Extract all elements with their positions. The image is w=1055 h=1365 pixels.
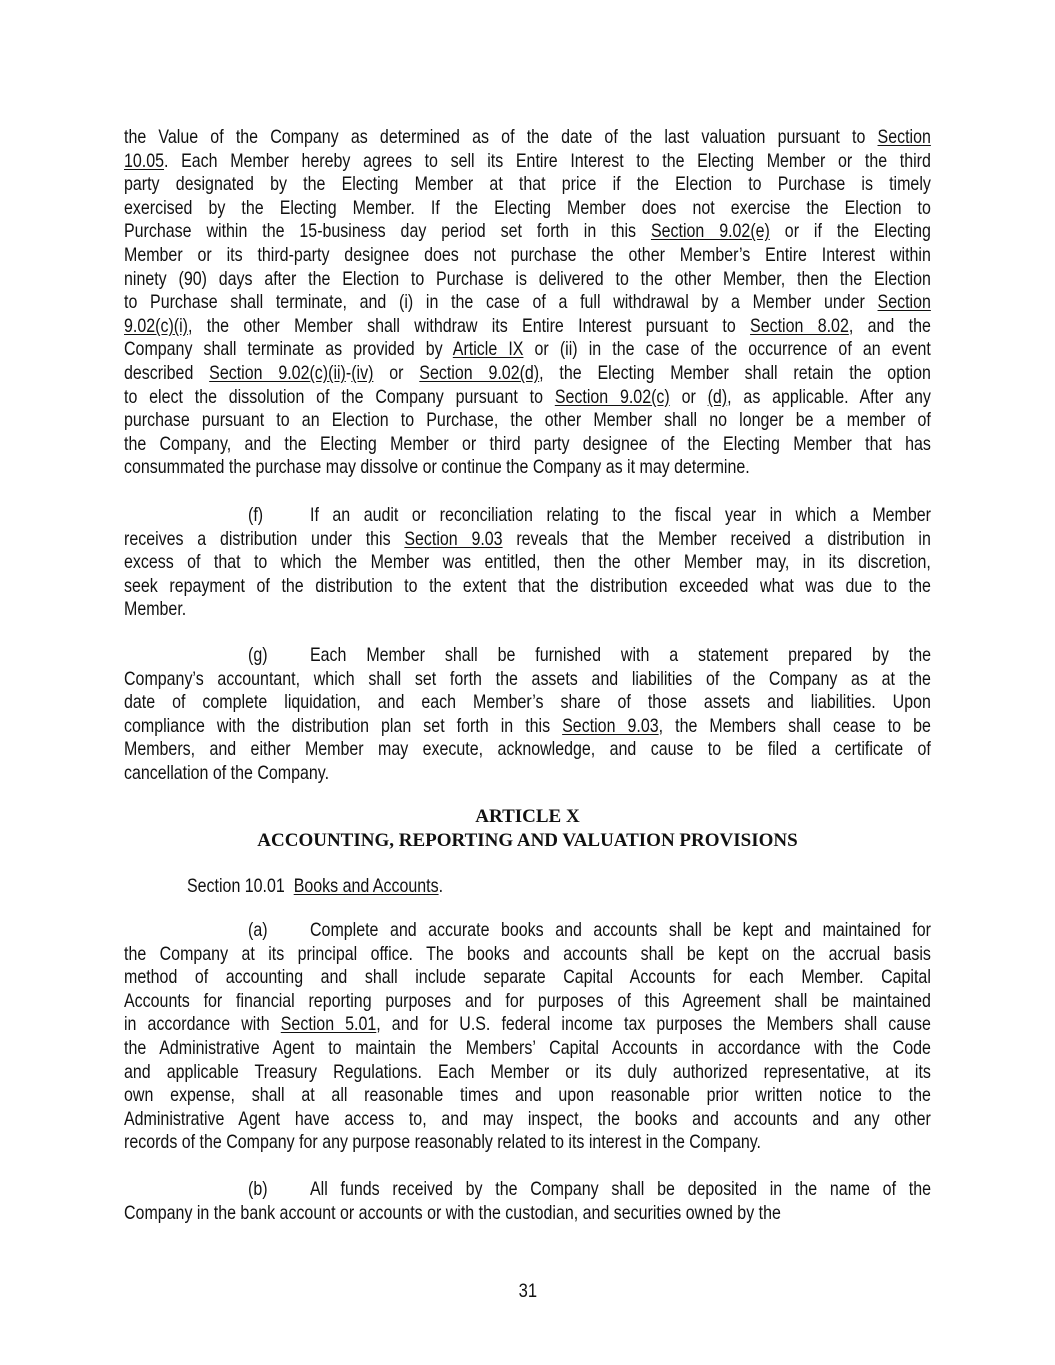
para-f-line: excess of that to which the Member was entitled, then the other Member may, in its discretion, — [124, 551, 931, 574]
section-heading: Section 10.01 Books and Accounts. — [187, 875, 444, 897]
cross-reference-link[interactable]: (iv) — [351, 362, 374, 384]
para-b-line: Company in the bank account or accounts or with the custodian, and securities owned by the — [124, 1201, 781, 1224]
para-f-line: (f) If an audit or reconciliation relating to the fiscal year in which a Member — [248, 504, 931, 526]
cross-reference-link[interactable]: Section — [877, 291, 931, 314]
para-e-continued-line: to Purchase shall terminate, and (i) in the case of a full withdrawal by a Member under Section — [124, 291, 931, 314]
cross-reference-link[interactable]: Section 9.02(e) — [650, 220, 770, 243]
para-a-line: Administrative Agent have access to, and may inspect, the books and accounts and any other — [124, 1107, 931, 1130]
cross-reference-link[interactable]: Section 8.02 — [750, 314, 849, 337]
cross-reference-link[interactable]: 9.02(c)(i) — [124, 314, 188, 337]
para-g-line: Company’s accountant, which shall set forth the assets and liabilities of the Company as at the — [124, 667, 931, 690]
para-e-continued-line: to elect the dissolution of the Company pursuant to Section 9.02(c) or (d), as applicable. After any — [124, 385, 931, 408]
para-g-line: date of complete liquidation, and each Member’s share of those assets and liabilities. Upon — [124, 691, 931, 714]
cross-reference-link[interactable]: Article IX — [452, 338, 524, 361]
cross-reference-link[interactable]: Section 9.03 — [404, 527, 503, 550]
section-number: Section 10.01 — [187, 875, 285, 897]
cross-reference-link[interactable]: Section 9.02(c)(ii) — [209, 362, 346, 384]
para-e-continued-line: exercised by the Electing Member. If the Electing Member does not exercise the Election to — [124, 196, 931, 219]
paragraph-label: (f) — [248, 504, 264, 526]
para-e-continued-line: 10.05. Each Member hereby agrees to sell its Entire Interest to the Electing Member or the third — [124, 149, 931, 172]
cross-reference-link[interactable]: Section 5.01 — [280, 1013, 377, 1036]
para-f-line: receives a distribution under this Section 9.03 reveals that the Member received a distribution in — [124, 527, 931, 550]
paragraph-label: (g) — [248, 644, 268, 666]
para-e-continued-line: purchase pursuant to an Election to Purchase, the other Member shall no longer be a member of — [124, 409, 931, 432]
article-number: ARTICLE X — [475, 806, 580, 827]
para-g-line: Members, and either Member may execute, acknowledge, and cause to be filed a certificate of — [124, 738, 931, 761]
para-e-continued-line: Purchase within the 15-business day period set forth in this Section 9.02(e) or if the Electing — [124, 220, 931, 243]
para-f-line: Member. — [124, 598, 187, 621]
cross-reference-link[interactable]: Section 9.03 — [562, 714, 659, 737]
para-a-line: in accordance with Section 5.01, and for U.S. federal income tax purposes the Members shall cause — [124, 1013, 931, 1036]
section-title-link[interactable]: Books and Accounts — [293, 875, 439, 897]
cross-reference-link[interactable]: Section 9.02(c) — [554, 385, 670, 408]
article-title: ACCOUNTING, REPORTING AND VALUATION PROVISIONS — [257, 830, 798, 851]
para-e-continued-line: ninety (90) days after the Election to Purchase is delivered to the other Member, then the Election — [124, 267, 931, 290]
para-e-continued-line: described Section 9.02(c)(ii)-(iv) or Section 9.02(d), the Electing Member shall retain the option — [124, 362, 931, 384]
para-b-line: (b) All funds received by the Company shall be deposited in the name of the — [248, 1178, 931, 1200]
para-a-line: and applicable Treasury Regulations. Each Member or its duly authorized representative, at its — [124, 1060, 931, 1083]
para-a-line: the Administrative Agent to maintain the Members’ Capital Accounts in accordance with the Code — [124, 1037, 931, 1059]
para-e-continued-line: Company shall terminate as provided by Article IX or (ii) in the case of the occurrence of an event — [124, 338, 931, 361]
para-g-line: (g) Each Member shall be furnished with a statement prepared by the — [248, 644, 931, 666]
para-e-continued-line: the Value of the Company as determined as of the date of the last valuation pursuant to Section — [124, 126, 931, 148]
para-g-line: compliance with the distribution plan set forth in this Section 9.03, the Members shall cease to be — [124, 714, 931, 737]
para-e-continued-line: the Company, and the Electing Member or third party designee of the Electing Member that has — [124, 432, 931, 455]
cross-reference-link[interactable]: 10.05 — [124, 149, 165, 172]
para-g-line: cancellation of the Company. — [124, 762, 330, 784]
para-e-continued-line: consummated the purchase may dissolve or continue the Company as it may determine. — [124, 456, 750, 479]
para-e-continued-line: 9.02(c)(i), the other Member shall withdraw its Entire Interest pursuant to Section 8.02, and the — [124, 314, 931, 337]
paragraph-label: (a) — [248, 919, 268, 941]
para-a-line: (a) Complete and accurate books and accounts shall be kept and maintained for — [248, 919, 931, 941]
cross-reference-link[interactable]: Section — [877, 126, 931, 148]
para-a-line: own expense, shall at all reasonable times and upon reasonable prior written notice to the — [124, 1084, 931, 1107]
cross-reference-link[interactable]: Section 9.02(d) — [419, 362, 540, 384]
para-f-line: seek repayment of the distribution to the extent that the distribution exceeded what was due to the — [124, 574, 931, 597]
page-number: 31 — [518, 1280, 537, 1302]
paragraph-label: (b) — [248, 1178, 268, 1200]
para-e-continued-line: Member or its third-party designee does not purchase the other Member’s Entire Interest within — [124, 244, 931, 266]
cross-reference-link[interactable]: (d) — [707, 385, 728, 408]
para-e-continued-line: party designated by the Electing Member at that price if the Election to Purchase is timely — [124, 173, 931, 196]
para-a-line: the Company at its principal office. The books and accounts shall be kept on the accrual basis — [124, 942, 931, 965]
para-a-line: records of the Company for any purpose reasonably related to its interest in the Company. — [124, 1131, 761, 1154]
para-a-line: Accounts for financial reporting purposes and for purposes of this Agreement shall be maintained — [124, 989, 931, 1012]
para-a-line: method of accounting and shall include separate Capital Accounts for each Member. Capital — [124, 966, 931, 989]
